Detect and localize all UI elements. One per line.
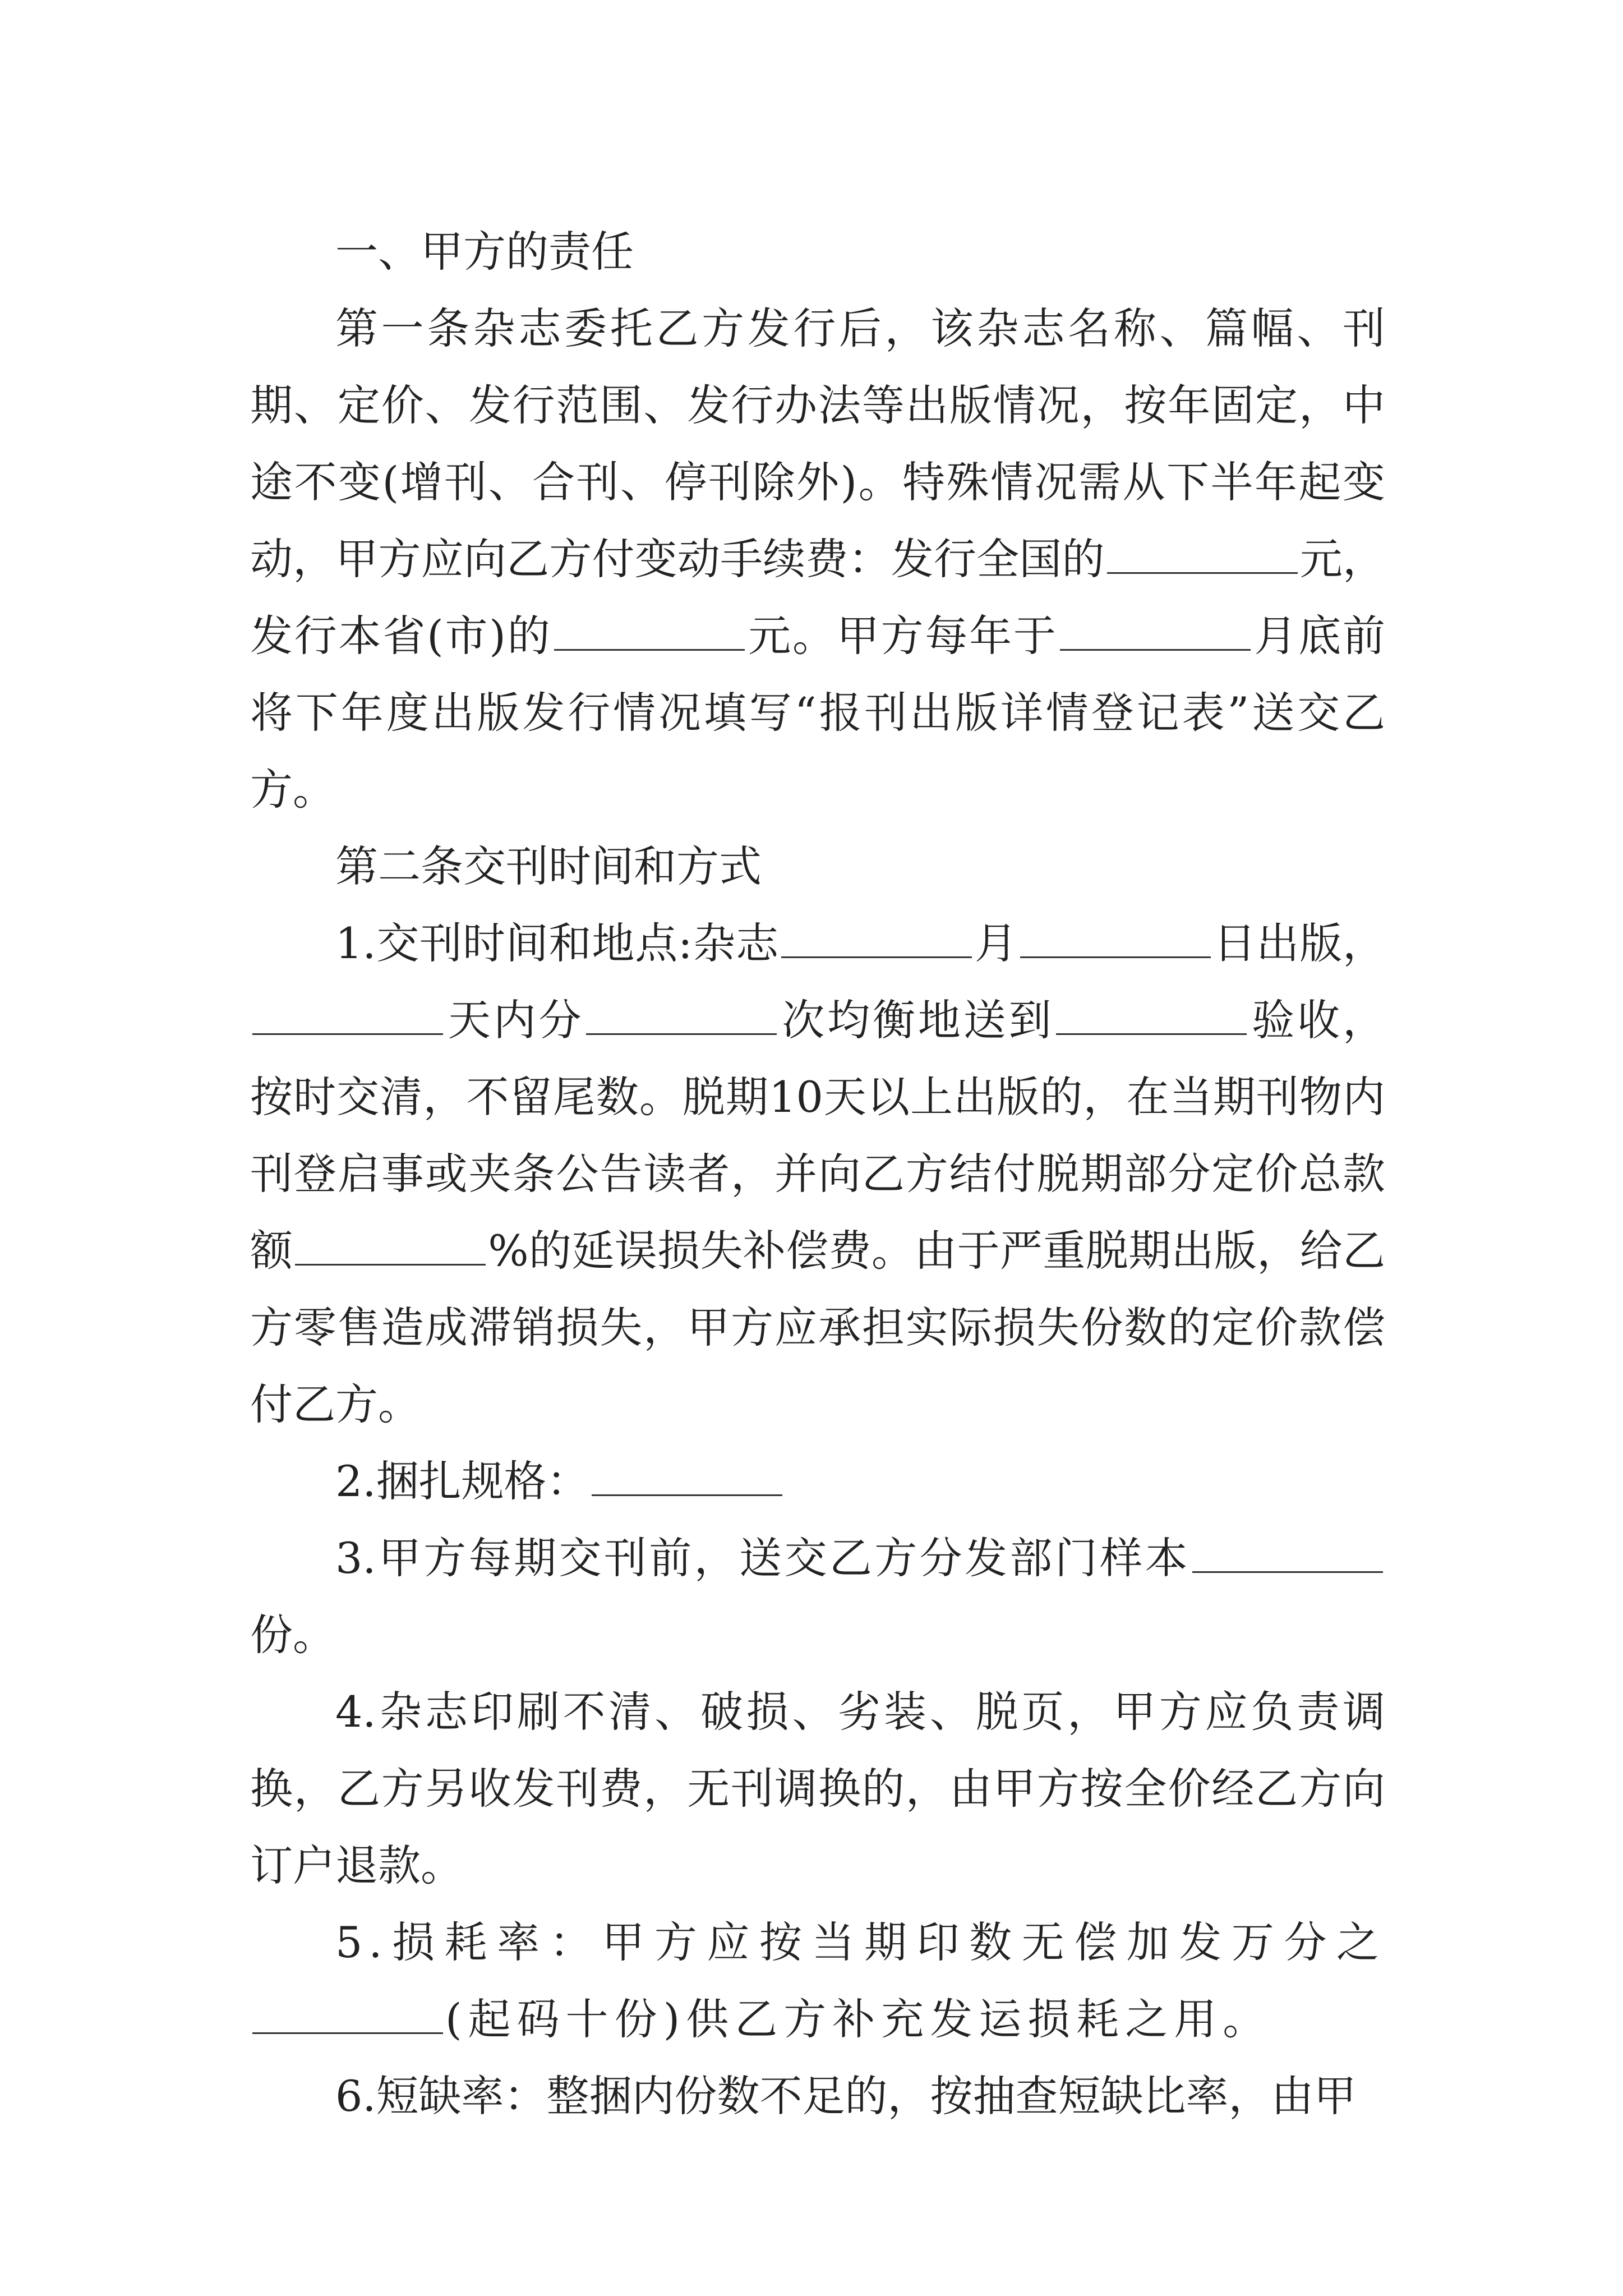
item-3-text: 份。 (250, 1610, 335, 1660)
item-4-text: 4.杂志印刷不清、破损、劣装、脱页，甲方应负责调换，乙方另收发刊费，无刊调换的，由甲方按全价经乙方向订户退款。 (250, 1687, 1385, 1890)
article-1-text: 第一条杂志委托乙方发行后，该杂志名称、篇幅、刊期、定价、发行范围、发行办法等出版情况，按年固定，中途不变(增刊、合刊、停刊除外)。特殊情况需从下半年起变动，甲方应向乙方付变动手续费：发行全国的 (250, 303, 1385, 584)
item-1-paragraph (250, 905, 1385, 1443)
fill-blank-fee-province (554, 615, 745, 651)
article-1-paragraph (250, 290, 1385, 828)
item-2-paragraph (250, 1443, 1385, 1520)
document-body (250, 213, 1385, 2134)
item-1-text: 月 (974, 918, 1018, 968)
fill-blank-sample-count (1192, 1538, 1383, 1573)
fill-blank-month (1060, 615, 1251, 651)
fill-blank-location (1056, 1000, 1247, 1035)
article-2-title-text: 第二条交刊时间和方式 (335, 841, 762, 891)
item-1-text: %的延误损失补偿费。由于严重脱期出版，给乙方零售造成滞销损失，甲方应承担实际损失份数的定价款偿付乙方。 (250, 1226, 1385, 1429)
item-5-text: 5.损耗率：甲方应按当期印数无偿加发万分之 (335, 1917, 1385, 1967)
item-1-text: 1.交刊时间和地点:杂志 (335, 918, 780, 968)
item-3-text: 3.甲方每期交刊前，送交乙方分发部门样本 (335, 1533, 1190, 1583)
fill-blank-publish-day (1020, 923, 1211, 958)
fill-blank-times (586, 1000, 777, 1035)
item-1-text: 次均衡地送到 (779, 995, 1054, 1045)
article-1-text: 元，发行本省(市)的 (250, 534, 1386, 661)
item-2-text: 2.捆扎规格： (335, 1456, 589, 1506)
section-title-text: 一、甲方的责任 (335, 227, 634, 277)
item-1-text: 日出版， (1212, 918, 1386, 968)
fill-blank-percent (295, 1230, 486, 1266)
section-title (250, 213, 1385, 290)
item-1-text: 天内分 (445, 995, 584, 1045)
item-5-text: (起码十份)供乙方补充发运损耗之用。 (445, 1994, 1272, 2044)
article-1-text: 元。甲方每年于 (746, 611, 1058, 661)
fill-blank-publish-month (781, 923, 972, 958)
fill-blank-loss-rate (252, 1999, 443, 2034)
fill-blank-bundle-spec (592, 1461, 782, 1496)
article-1-text: 月底前将下年度出版发行情况填写“报刊出版详情登记表”送交乙方。 (250, 611, 1386, 815)
item-1-text: 验收，按时交清，不留尾数。脱期10天以上出版的，在当期刊物内刊登启事或夹条公告读者，并向乙方结付脱期部分定价总款额 (250, 995, 1386, 1276)
article-2-title (250, 828, 1385, 905)
item-3-paragraph (250, 1520, 1385, 1673)
item-6-paragraph (250, 2058, 1385, 2134)
item-6-text: 6.短缺率：整捆内份数不足的，按抽查短缺比率，由甲 (335, 2071, 1357, 2121)
fill-blank-fee-national (1107, 539, 1298, 574)
fill-blank-days (252, 1000, 443, 1035)
item-4-paragraph (250, 1673, 1385, 1904)
item-5-paragraph (250, 1904, 1385, 2058)
